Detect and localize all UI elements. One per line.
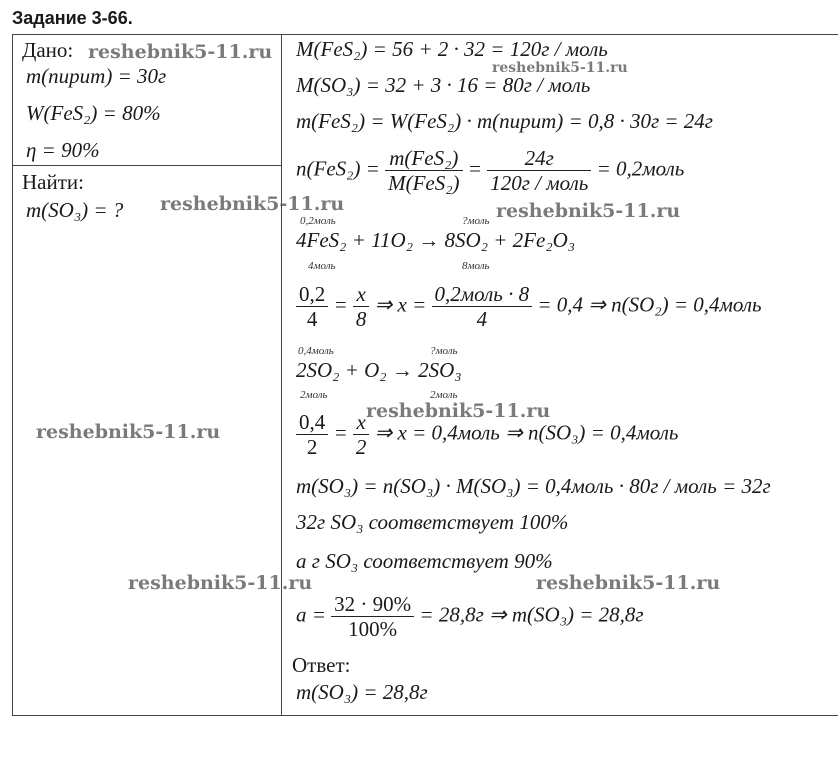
find-header: Найти: [22, 170, 84, 194]
fraction-numerator: x [353, 410, 370, 435]
fraction-denominator: 2 [355, 435, 367, 460]
fraction-denominator: 2 [306, 435, 318, 460]
given-yield: η = 90% [26, 138, 100, 162]
watermark: reshebnik5-11.ru [88, 41, 273, 63]
given-mass-pyrite: m(пирит) = 30г [26, 64, 167, 88]
watermark: reshebnik5-11.ru [36, 421, 221, 443]
proportion1-result: = 0,4 ⇒ n(SO₂) = 0,4моль [537, 292, 762, 317]
fraction-numerator: 32 · 90% [331, 592, 414, 617]
reaction2-above-so2: 0,4моль [298, 345, 334, 357]
watermark: reshebnik5-11.ru [160, 193, 345, 215]
fraction-calc [432, 282, 533, 331]
fraction-x [353, 282, 370, 331]
molar-mass-fes2: M(FeS₂) = 56 + 2 · 32 = 120г / моль [296, 37, 608, 61]
reaction2-below-so2: 2моль [300, 389, 328, 401]
final-lhs: а = [296, 602, 326, 627]
fraction-denominator: M(FeS₂) [388, 171, 460, 196]
moles-fes2-lhs: n(FeS₂) = [296, 156, 380, 181]
reaction1-above-so2: ?моль [462, 215, 490, 227]
table-bottom-border [12, 715, 838, 716]
moles-fes2-result: = 0,2моль [596, 156, 685, 181]
reaction1-above-fes2: 0,2моль [300, 215, 336, 227]
watermark: reshebnik5-11.ru [536, 572, 721, 594]
given-header: Дано: [22, 38, 74, 62]
given-find-divider [12, 165, 282, 166]
final-result: = 28,8г ⇒ m(SO₃) = 28,8г [419, 602, 644, 627]
fraction-denominator: 4 [306, 307, 318, 332]
fraction-denominator: 4 [476, 307, 488, 332]
answer-label: Ответ: [292, 653, 351, 677]
reaction1-below-fes2: 4моль [308, 260, 336, 272]
proportion1-line [296, 282, 762, 331]
mass-fes2: m(FeS₂) = W(FeS₂) · m(пирит) = 0,8 · 30г = 24г [296, 109, 713, 133]
fraction-ratio [296, 282, 328, 331]
correspondence-90: а г SO₃ соответствует 90% [296, 549, 553, 573]
watermark: reshebnik5-11.ru [496, 200, 681, 222]
fraction-percent [331, 592, 414, 641]
reaction2-above-so3: ?моль [430, 345, 458, 357]
correspondence-100: 32г SO₃ соответствует 100% [296, 510, 569, 534]
molar-mass-so3: M(SO₃) = 32 + 3 · 16 = 80г / моль [296, 73, 591, 97]
given-mass-fraction: W(FeS₂) = 80% [26, 101, 161, 125]
fraction-numerator: 0,2 [296, 282, 328, 307]
watermark: reshebnik5-11.ru [128, 572, 313, 594]
fraction-denominator: 8 [355, 307, 367, 332]
fraction-values [487, 146, 591, 195]
fraction-numerator: x [353, 282, 370, 307]
task-title: Задание 3-66. [12, 8, 133, 28]
implies-x: ⇒ x = [374, 292, 427, 317]
fraction-denominator: 100% [348, 617, 398, 642]
fraction-mass-over-molar [385, 146, 462, 195]
reaction2-equation: 2SO₂ + O₂ → 2SO₃ [296, 358, 462, 382]
table-top-border [12, 34, 838, 35]
fraction-denominator: 120г / моль [490, 171, 589, 196]
watermark-small: reshebnik5-11.ru [492, 60, 628, 76]
table-divider [281, 34, 282, 716]
fraction-numerator: 0,2моль · 8 [432, 282, 533, 307]
table-left-border [12, 34, 13, 716]
reaction1-equation: 4FeS₂ + 11O₂ → 8SO₂ + 2Fe₂O₃ [296, 228, 576, 252]
reaction2-below-so3: 2моль [430, 389, 458, 401]
fraction-numerator: m(FeS₂) [385, 146, 462, 171]
moles-fes2-line [296, 146, 684, 195]
reaction1-below-so2: 8моль [462, 260, 490, 272]
final-calculation [296, 592, 644, 641]
proportion2-result: ⇒ x = 0,4моль ⇒ n(SO₃) = 0,4моль [374, 420, 679, 445]
equals-sign: = [333, 292, 348, 317]
fraction-numerator: 24г [487, 146, 591, 171]
watermark: reshebnik5-11.ru [366, 400, 551, 422]
find-target: m(SO₃) = ? [26, 198, 124, 222]
answer-value: m(SO₃) = 28,8г [296, 680, 428, 704]
mass-so3-theoretical: m(SO₃) = n(SO₃) · M(SO₃) = 0,4моль · 80г / моль = 32г [296, 474, 771, 498]
fraction-numerator: 0,4 [296, 410, 328, 435]
equals-sign: = [333, 420, 348, 445]
fraction-ratio [296, 410, 328, 459]
equals-sign: = [467, 156, 482, 181]
